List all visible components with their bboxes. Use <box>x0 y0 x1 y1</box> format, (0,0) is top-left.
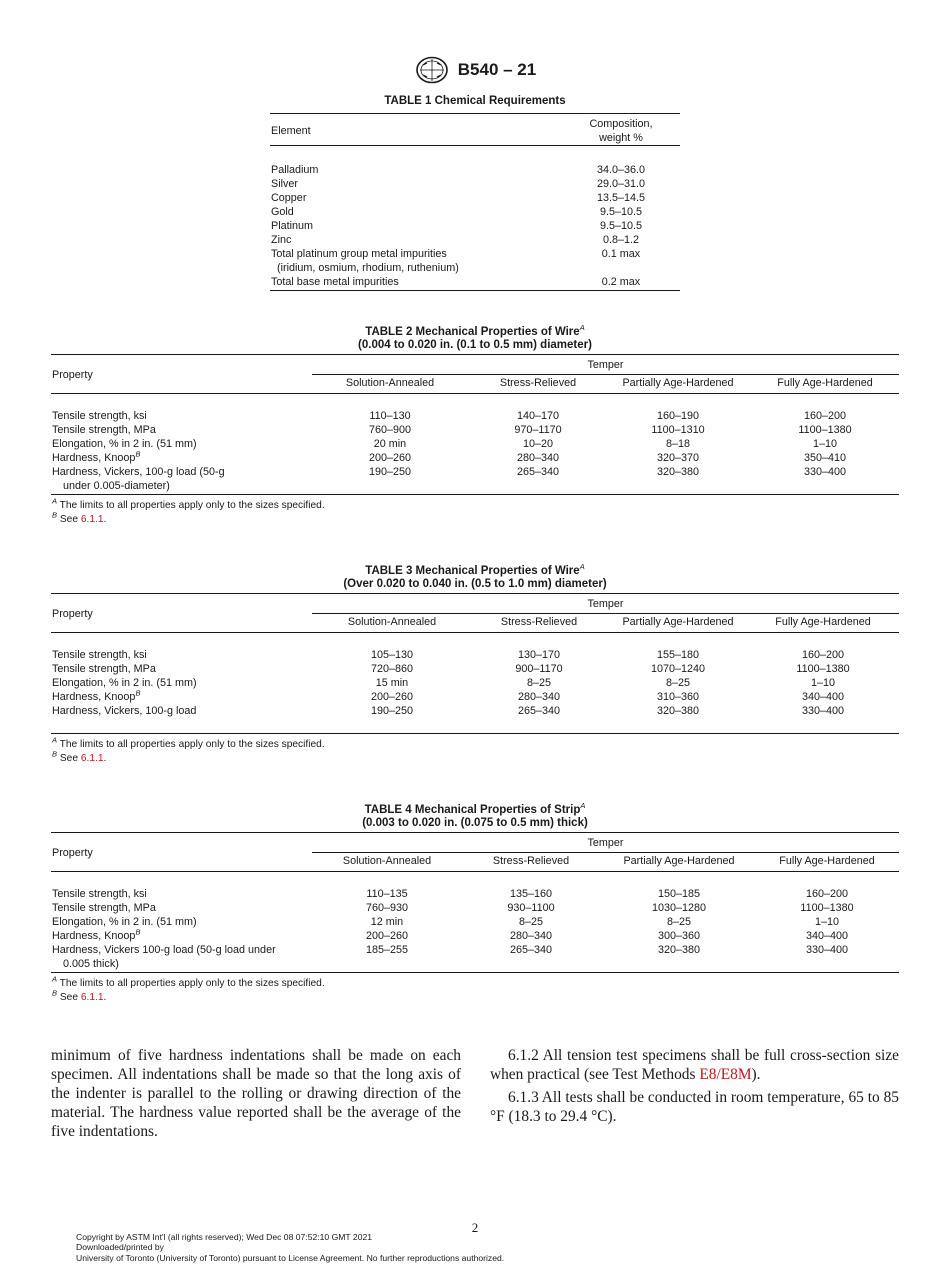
table4-bottom-rule <box>51 972 899 973</box>
table3-property: Tensile strength, ksi <box>52 649 147 661</box>
table2-value: 1100–1380 <box>798 424 852 436</box>
table3-value: 15 min <box>375 677 409 689</box>
table3-value: 8–25 <box>526 677 552 689</box>
table4-property: Hardness, Knoop <box>52 930 136 942</box>
table-row <box>52 423 900 437</box>
table-row <box>52 915 900 929</box>
table-row <box>271 205 671 219</box>
table2-value: 190–250 <box>368 466 412 478</box>
table3-subtitle: (Over 0.020 to 0.040 in. (0.5 to 1.0 mm) diameter) <box>343 578 607 590</box>
table4-value: 150–185 <box>657 888 701 900</box>
table-row <box>271 219 671 233</box>
table4-value: 760–930 <box>365 902 409 914</box>
table3-value: 310–360 <box>656 691 700 703</box>
table3-property: Elongation, % in 2 in. (51 mm) <box>52 677 197 689</box>
table-row <box>271 163 671 177</box>
table-row <box>271 191 671 205</box>
table4-value: 265–340 <box>509 944 553 956</box>
table2-header-temper-2: Stress-Relieved <box>499 377 577 389</box>
footnote-mark: B <box>52 988 58 998</box>
table2-value: 320–370 <box>656 452 700 464</box>
table3-title-footnote-mark: A <box>579 562 585 572</box>
table2-property: Hardness, Knoop <box>52 452 136 464</box>
document-header <box>0 56 950 84</box>
table3-header-temper-4: Fully Age-Hardened <box>775 616 871 628</box>
table4-value: 1030–1280 <box>651 902 707 914</box>
footer-copyright: Copyright by ASTM Int'l (all rights reserved); Wed Dec 08 07:52:10 GMT 2021 <box>76 1232 373 1242</box>
table-row <box>52 662 900 676</box>
section-link-6-1-1[interactable]: 6.1.1 <box>80 753 104 764</box>
table4-value: 320–380 <box>657 944 701 956</box>
table4-property: Hardness, Vickers 100-g load (50-g load under <box>52 944 276 956</box>
table2-footnote-a <box>52 496 325 513</box>
table1-value: 0.8–1.2 <box>602 234 640 246</box>
table2-subtitle: (0.004 to 0.020 in. (0.1 to 0.5 mm) diameter) <box>358 339 592 351</box>
section-link-6-1-1[interactable]: 6.1.1 <box>80 514 104 525</box>
table4-header-temper-3: Partially Age-Hardened <box>623 855 735 867</box>
table2-value: 280–340 <box>516 452 560 464</box>
table3-value: 105–130 <box>370 649 414 661</box>
table1-value: 9.5–10.5 <box>599 206 643 218</box>
table2-value: 350–410 <box>803 452 847 464</box>
table3-value: 155–180 <box>656 649 700 661</box>
footer <box>76 1232 504 1263</box>
table4-header-temper: Temper <box>587 837 624 849</box>
footnote-mark: B <box>52 749 58 759</box>
table4-value: 8–25 <box>518 916 544 928</box>
table4-top-rule <box>51 832 899 833</box>
table4-value: 1100–1380 <box>800 902 854 914</box>
table4-property: Tensile strength, ksi <box>52 888 147 900</box>
footnote-text-end: . <box>103 992 107 1003</box>
table2-title-footnote-mark: A <box>579 323 585 333</box>
table1-element: Platinum <box>271 220 314 232</box>
table4-value: 340–400 <box>805 930 849 942</box>
table4-body <box>52 887 900 971</box>
footer-downloaded: Downloaded/printed by <box>76 1242 164 1253</box>
table3-value: 900–1170 <box>515 663 563 675</box>
document-id: B540 – 21 <box>457 60 537 79</box>
table2-value: 140–170 <box>516 410 560 422</box>
table1-bottom-rule <box>270 290 680 291</box>
table2-header-rule <box>51 393 899 394</box>
table-row <box>52 943 900 971</box>
table3-value: 1–10 <box>810 677 836 689</box>
table-row <box>52 451 900 465</box>
table1-body <box>271 163 671 289</box>
table4-value: 160–200 <box>805 888 849 900</box>
table2-value: 1–10 <box>812 438 838 450</box>
table-row <box>52 901 900 915</box>
table2-title-text: TABLE 2 Mechanical Properties of Wire <box>365 326 580 338</box>
table4-value: 110–135 <box>366 888 408 900</box>
footnote-mark: A <box>52 735 58 745</box>
table1-value: 0.1 max <box>601 248 641 260</box>
footnote-text-end: . <box>103 514 107 525</box>
table2-header-temper: Temper <box>587 359 624 371</box>
footnote-text: See <box>59 514 81 525</box>
table3-value: 1100–1380 <box>796 663 850 675</box>
table4-footnote-mark: B <box>135 927 141 937</box>
table1-title: TABLE 1 Chemical Requirements <box>384 95 566 107</box>
table1-value: 34.0–36.0 <box>596 164 646 176</box>
table2-header-temper-1: Solution-Annealed <box>345 377 435 389</box>
table3-title-text: TABLE 3 Mechanical Properties of Wire <box>365 565 580 577</box>
table4-value: 1–10 <box>814 916 840 928</box>
table-row <box>52 465 900 493</box>
table2-title <box>0 323 950 339</box>
table4-header-rule <box>51 871 899 872</box>
table2-value: 320–380 <box>656 466 700 478</box>
table2-value: 160–200 <box>803 410 847 422</box>
footnote-text: The limits to all properties apply only to the sizes specified. <box>59 739 325 750</box>
footnote-text: See <box>59 753 81 764</box>
table3-property: Tensile strength, MPa <box>52 663 156 675</box>
table2-header-temper-3: Partially Age-Hardened <box>622 377 734 389</box>
table3-top-rule <box>51 593 899 594</box>
table2-value: 265–340 <box>516 466 560 478</box>
table3-value: 200–260 <box>370 691 414 703</box>
table4-value: 280–340 <box>509 930 553 942</box>
table3-value: 8–25 <box>665 677 691 689</box>
table-row <box>52 676 900 690</box>
table1-header-rule <box>270 145 680 146</box>
table4-value: 200–260 <box>365 930 409 942</box>
table3-footnote-a <box>52 735 325 752</box>
table-row <box>271 247 671 275</box>
table1-value: 9.5–10.5 <box>599 220 643 232</box>
footnote-text-end: . <box>103 753 107 764</box>
table-row <box>52 409 900 423</box>
footnote-text: See <box>59 992 81 1003</box>
table3-body <box>52 648 900 718</box>
table-row <box>52 690 900 704</box>
footnote-mark: A <box>52 974 58 984</box>
table2-property-continued: under 0.005-diameter) <box>63 480 170 492</box>
table1-element-continued: (iridium, osmium, rhodium, ruthenium) <box>277 262 459 274</box>
footnote-mark: A <box>52 496 58 506</box>
table1-header-composition-line1: Composition, <box>589 118 653 130</box>
table-row <box>52 704 900 718</box>
footnote-text: The limits to all properties apply only to the sizes specified. <box>59 500 325 511</box>
table3-bottom-rule <box>51 733 899 734</box>
table3-header-rule <box>51 632 899 633</box>
table3-temper-rule <box>312 613 899 614</box>
table2-property: Tensile strength, ksi <box>52 410 147 422</box>
table2-value: 970–1170 <box>514 424 562 436</box>
table4-title-footnote-mark: A <box>580 801 586 811</box>
table-row <box>271 233 671 247</box>
table3-footnote-b <box>52 749 107 766</box>
table-row <box>52 929 900 943</box>
table4-value: 12 min <box>370 916 404 928</box>
table2-value: 200–260 <box>368 452 412 464</box>
table1-element: Copper <box>271 192 307 204</box>
table4-property: Elongation, % in 2 in. (51 mm) <box>52 916 197 928</box>
table3-value: 190–250 <box>370 705 414 717</box>
table4-value: 930–1100 <box>507 902 555 914</box>
table4-value: 185–255 <box>365 944 409 956</box>
table4-value: 8–25 <box>666 916 692 928</box>
table4-header-temper-2: Stress-Relieved <box>492 855 570 867</box>
table3-value: 320–380 <box>656 705 700 717</box>
table2-top-rule <box>51 354 899 355</box>
footnote-mark: B <box>52 510 58 520</box>
table2-footnote-b <box>52 510 107 527</box>
body-paragraph-left: minimum of five hardness indentations shall be made on each specimen. All indentations shall be made so that the long axis of the indenter is parallel to the rolling or drawing direction of the material. The hardness value reported shall be the average of the five indentations. <box>51 1047 461 1140</box>
footnote-text: The limits to all properties apply only to the sizes specified. <box>59 978 325 989</box>
footer-license: University of Toronto (University of Toronto) pursuant to License Agreement. No further reproductions authorized. <box>76 1252 505 1263</box>
table4-value: 330–400 <box>805 944 849 956</box>
table3-value: 280–340 <box>517 691 561 703</box>
table1-header-composition <box>570 117 672 145</box>
table4-footnote-a <box>52 974 325 991</box>
table2-value: 10–20 <box>522 438 554 450</box>
section-6-1-3: 6.1.3 All tests shall be conducted in room temperature, 65 to 85 °F (18.3 to 29.4 °C). <box>490 1089 899 1125</box>
table1-element: Gold <box>271 206 294 218</box>
section-6-1-2-text-end: ). <box>751 1066 761 1083</box>
table2-property: Hardness, Vickers, 100-g load (50-g <box>52 466 225 478</box>
table2-header-property: Property <box>52 369 93 381</box>
table4-property-continued: 0.005 thick) <box>63 958 119 970</box>
table4-property: Tensile strength, MPa <box>52 902 156 914</box>
table3-header-temper-1: Solution-Annealed <box>347 616 437 628</box>
table3-value: 130–170 <box>517 649 561 661</box>
table2-value: 330–400 <box>803 466 847 478</box>
page-number: 2 <box>471 1220 479 1235</box>
table3-footnote-mark: B <box>135 688 141 698</box>
table4-header-temper-1: Solution-Annealed <box>342 855 432 867</box>
table3-property: Hardness, Knoop <box>52 691 136 703</box>
section-link-6-1-1[interactable]: 6.1.1 <box>80 992 104 1003</box>
table1-element: Total platinum group metal impurities <box>271 248 447 260</box>
table4-footnote-b <box>52 988 107 1005</box>
table3-property: Hardness, Vickers, 100-g load <box>52 705 197 717</box>
table1-element: Silver <box>271 178 298 190</box>
table2-value: 8–18 <box>665 438 691 450</box>
table-row <box>52 887 900 901</box>
table4-header-property: Property <box>52 847 93 859</box>
astm-logo-icon <box>414 56 450 84</box>
table3-header-temper: Temper <box>587 598 624 610</box>
table2-value: 20 min <box>373 438 407 450</box>
test-methods-link-e8[interactable]: E8/E8M <box>699 1066 752 1083</box>
table1-value: 29.0–31.0 <box>596 178 646 190</box>
section-6-1-2 <box>490 1046 899 1084</box>
table2-bottom-rule <box>51 494 899 495</box>
table4-value: 300–360 <box>657 930 701 942</box>
table2-property: Tensile strength, MPa <box>52 424 156 436</box>
table-row <box>271 177 671 191</box>
table2-header-temper-4: Fully Age-Hardened <box>777 377 873 389</box>
table3-title <box>0 562 950 578</box>
table2-body <box>52 409 900 493</box>
table3-value: 1070–1240 <box>650 663 706 675</box>
table4-header-temper-4: Fully Age-Hardened <box>779 855 875 867</box>
table3-value: 330–400 <box>801 705 845 717</box>
table3-header-property: Property <box>52 608 93 620</box>
table2-property: Elongation, % in 2 in. (51 mm) <box>52 438 197 450</box>
table-row <box>52 648 900 662</box>
table1-value: 0.2 max <box>601 276 641 288</box>
table-row <box>52 437 900 451</box>
table3-header-temper-3: Partially Age-Hardened <box>622 616 734 628</box>
table3-value: 160–200 <box>801 649 845 661</box>
table4-subtitle: (0.003 to 0.020 in. (0.075 to 0.5 mm) thick) <box>362 817 588 829</box>
table3-value: 265–340 <box>517 705 561 717</box>
table1-value: 13.5–14.5 <box>596 192 646 204</box>
table4-title-text: TABLE 4 Mechanical Properties of Strip <box>364 804 581 816</box>
table-row <box>271 275 671 289</box>
table2-value: 110–130 <box>369 410 411 422</box>
table3-value: 340–400 <box>801 691 845 703</box>
table4-value: 135–160 <box>509 888 553 900</box>
table1-header-composition-line2: weight % <box>599 132 643 144</box>
table1-element: Zinc <box>271 234 292 246</box>
section-6-1-2-text: 6.1.2 All tension test specimens shall be full cross-section size when practical (see Test Methods <box>490 1047 899 1083</box>
table4-temper-rule <box>312 852 899 853</box>
table3-value: 720–860 <box>370 663 414 675</box>
table1-top-rule <box>270 113 680 114</box>
table2-value: 160–190 <box>656 410 700 422</box>
table2-value: 1100–1310 <box>651 424 705 436</box>
table1-header-element: Element <box>271 125 311 137</box>
table1-element: Palladium <box>271 164 319 176</box>
table4-title <box>0 801 950 817</box>
table2-temper-rule <box>312 374 899 375</box>
table3-header-temper-2: Stress-Relieved <box>500 616 578 628</box>
table2-footnote-mark: B <box>135 449 141 459</box>
table2-value: 760–900 <box>368 424 412 436</box>
table1-element: Total base metal impurities <box>271 276 399 288</box>
